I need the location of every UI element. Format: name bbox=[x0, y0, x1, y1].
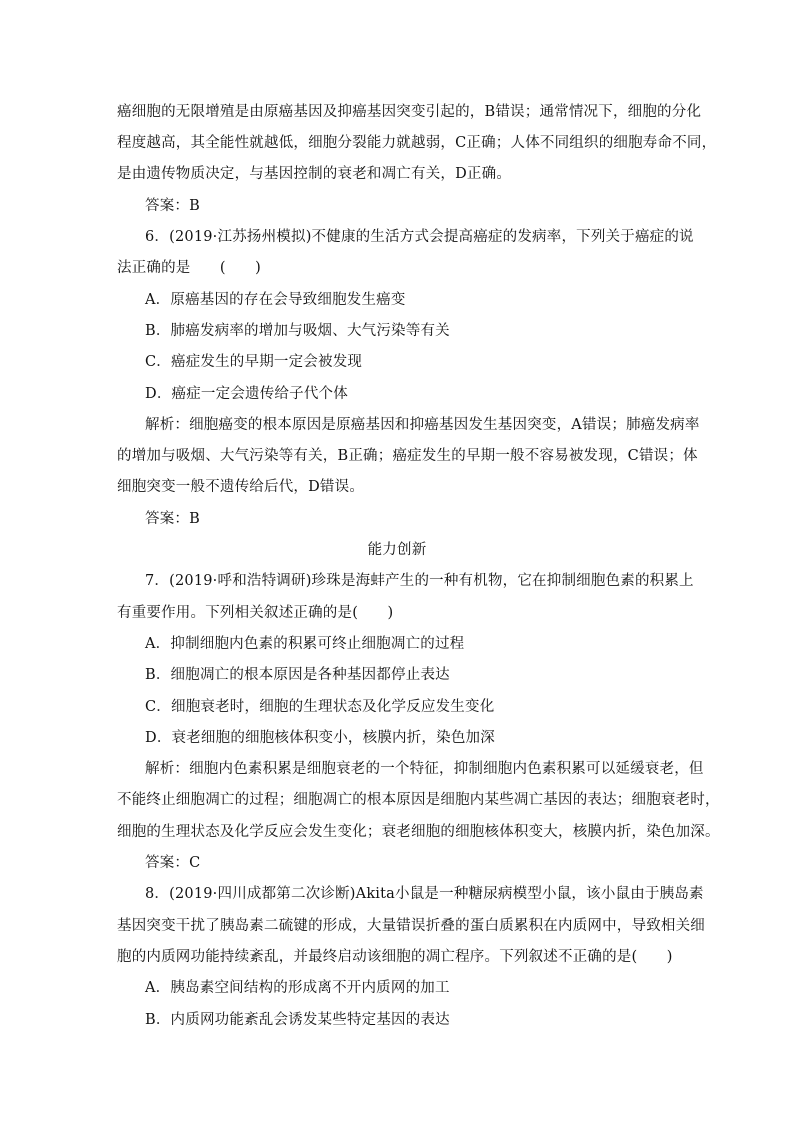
answer-line: 答案：C bbox=[145, 855, 201, 871]
question-7-analysis-continued: 不能终止细胞凋亡的过程；细胞凋亡的根本原因是细胞内某些凋亡基因的表达；细胞衰老时， bbox=[117, 792, 720, 808]
question-6-option-b: B．肺癌发病率的增加与吸烟、大气污染等有关 bbox=[145, 323, 450, 339]
question-6-option-d: D．癌症一定会遗传给子代个体 bbox=[145, 386, 348, 402]
question-7-option-b: B．细胞凋亡的根本原因是各种基因都停止表达 bbox=[145, 667, 450, 683]
question-8-stem-continued: 胞的内质网功能持续紊乱，并最终启动该细胞的凋亡程序。下列叙述不正确的是( ) bbox=[117, 949, 673, 965]
question-8-option-a: A．胰岛素空间结构的形成离不开内质网的加工 bbox=[145, 980, 450, 996]
text-line: 癌细胞的无限增殖是由原癌基因及抑癌基因突变引起的，B错误；通常情况下，细胞的分化 bbox=[117, 104, 702, 120]
question-7-stem-continued: 有重要作用。下列相关叙述正确的是( ) bbox=[117, 605, 394, 621]
question-8-stem-continued: 基因突变干扰了胰岛素二硫键的形成，大量错误折叠的蛋白质累积在内质网中，导致相关细 bbox=[117, 918, 705, 934]
question-6-analysis: 解析：细胞癌变的根本原因是原癌基因和抑癌基因发生基因突变，A错误；肺癌发病率 bbox=[145, 417, 700, 433]
answer-line: 答案：B bbox=[145, 198, 200, 214]
question-6-analysis-continued: 的增加与吸烟、大气污染等有关，B正确；癌症发生的早期一般不容易被发现，C错误；体 bbox=[117, 448, 698, 464]
question-6-stem: 6．(2019·江苏扬州模拟)不健康的生活方式会提高癌症的发病率，下列关于癌症的说 bbox=[145, 229, 694, 245]
question-7-analysis-continued: 细胞的生理状态及化学反应会发生变化；衰老细胞的细胞核体积变大，核膜内折，染色加深。 bbox=[117, 824, 720, 840]
question-6-option-a: A．原癌基因的存在会导致细胞发生癌变 bbox=[145, 292, 406, 308]
section-heading: 能力创新 bbox=[367, 542, 427, 558]
question-7-option-d: D．衰老细胞的细胞核体积变小，核膜内折，染色加深 bbox=[145, 730, 495, 746]
question-6-stem-continued: 法正确的是 ( ) bbox=[117, 260, 262, 276]
question-7-analysis: 解析：细胞内色素积累是细胞衰老的一个特征，抑制细胞内色素积累可以延缓衰老，但 bbox=[145, 761, 704, 777]
question-6-option-c: C．癌症发生的早期一定会被发现 bbox=[145, 354, 363, 370]
answer-line: 答案：B bbox=[145, 511, 200, 527]
question-8-option-b: B．内质网功能紊乱会诱发某些特定基因的表达 bbox=[145, 1012, 450, 1028]
question-7-option-c: C．细胞衰老时，细胞的生理状态及化学反应发生变化 bbox=[145, 699, 495, 715]
question-8-stem: 8．(2019·四川成都第二次诊断)Akita小鼠是一种糖尿病模型小鼠，该小鼠由于胰岛素 bbox=[145, 886, 704, 902]
question-6-analysis-continued: 细胞突变一般不遗传给后代，D错误。 bbox=[117, 479, 365, 495]
question-7-stem: 7．(2019·呼和浩特调研)珍珠是海蚌产生的一种有机物，它在抑制细胞色素的积累上 bbox=[145, 573, 694, 589]
text-line: 程度越高，其全能性就越低，细胞分裂能力就越弱，C正确；人体不同组织的细胞寿命不同， bbox=[117, 135, 717, 151]
question-7-option-a: A．抑制细胞内色素的积累可终止细胞凋亡的过程 bbox=[145, 636, 465, 652]
text-line: 是由遗传物质决定，与基因控制的衰老和凋亡有关，D正确。 bbox=[117, 166, 512, 182]
